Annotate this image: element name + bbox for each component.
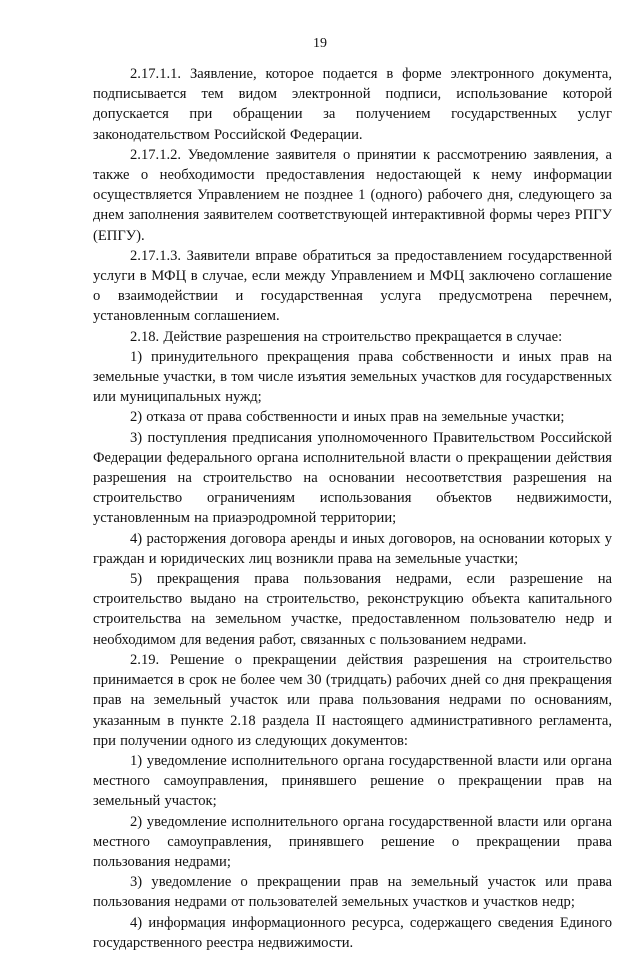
- list-item-2-18-1: 1) принудительного прекращения права собственности и иных прав на земельные участки, в том числе изъятия земельных участков для государственных или муниципальных нужд;: [93, 348, 612, 406]
- paragraph-2-17-1-3: 2.17.1.3. Заявители вправе обратиться за предоставлением государственной услуги в МФЦ в случае, если между Управлением и МФЦ заключено соглашение о взаимодействии и государственная услуга предусмотрена перечнем, установленным соглашением.: [93, 247, 612, 325]
- list-item-2-18-3: 3) поступления предписания уполномоченного Правительством Российской Федерации федерального органа исполнительной власти о прекращении действия разрешения на строительство на основании несоответствия разрешения на строительство ограничениям использования объектов недвижимости, установленным на приаэродромной территории;: [93, 429, 612, 527]
- paragraph-2-19: 2.19. Решение о прекращении действия разрешения на строительство принимается в срок не более чем 30 (тридцать) рабочих дней со дня прекращения прав на земельный участок или права пользования недрами по основаниям, указанным в пункте 2.18 раздела II настоящего административного регламента, при получении одного из следующих документов:: [93, 651, 612, 749]
- paragraph-2-17-1-2: 2.17.1.2. Уведомление заявителя о принятии к рассмотрению заявления, а также о необходимости предоставления недостающей к нему информации осуществляется Управлением не позднее 1 (одного) рабочего дня, следующего за днем заполнения заявителем соответствующей интерактивной формы через РПГУ (ЕПГУ).: [93, 146, 612, 244]
- document-body: [93, 64, 612, 953]
- list-item-2-19-3: 3) уведомление о прекращении прав на земельный участок или права пользования недрами от пользователей земельных участков и участков недр;: [93, 874, 612, 911]
- paragraph-2-17-1-1: 2.17.1.1. Заявление, которое подается в форме электронного документа, подписывается тем видом электронной подписи, использование которой допускается при обращении за получением государственных услуг законодательством Российской Федерации.: [93, 66, 612, 143]
- list-item-2-19-4: 4) информация информационного ресурса, содержащего сведения Единого государственного реестра недвижимости.: [93, 914, 612, 951]
- list-item-2-19-1: 1) уведомление исполнительного органа государственной власти или органа местного самоуправления, принявшего решение о прекращении прав на земельный участок;: [93, 752, 612, 810]
- page-number: 19: [313, 36, 327, 51]
- paragraph-2-18: 2.18. Действие разрешения на строительство прекращается в случае:: [130, 328, 563, 345]
- list-item-2-18-4: 4) расторжения договора аренды и иных договоров, на основании которых у граждан и юридических лиц возникли права на земельные участки;: [93, 530, 612, 567]
- list-item-2-18-2: 2) отказа от права собственности и иных прав на земельные участки;: [130, 409, 565, 426]
- list-item-2-18-5: 5) прекращения права пользования недрами, если разрешение на строительство выдано на строительство, реконструкцию объекта капитального строительства на земельном участке, предоставленном пользователю недр и необходимом для ведения работ, связанных с пользованием недрами.: [93, 571, 612, 648]
- list-item-2-19-2: 2) уведомление исполнительного органа государственной власти или органа местного самоуправления, принявшего решение о прекращении права пользования недрами;: [93, 813, 612, 870]
